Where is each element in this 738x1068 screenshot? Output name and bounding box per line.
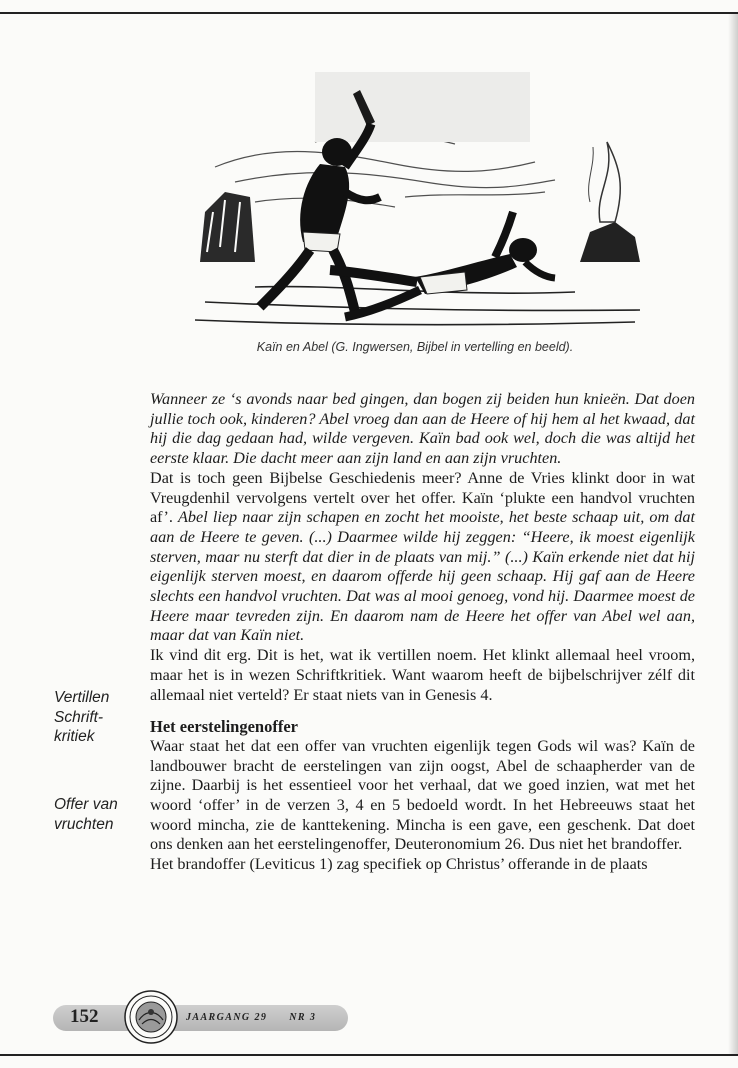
- quote-paragraph: Wanneer ze ‘s avonds naar bed gingen, dan bogen zij beiden hun knieën. Dat doen jullie toch ook, kinderen? Abel vroeg dan aan de Heere of hij hem al het kwaad, dat hij die dag gedaan had, wilde vergeven. Kaïn bad ook wel, doch die was altijd het eerste klaar. Die dacht meer aan zijn land en aan zijn vruchten.: [150, 390, 695, 468]
- margin-note-offer: [54, 795, 146, 834]
- margin-note-line: Vertillen: [54, 689, 110, 706]
- section-heading: Het eerstelingenoffer: [150, 717, 298, 737]
- quote-text-segment: Abel liep naar zijn schapen en zocht het mooiste, het beste schaap uit, om dat aan de Heere te geven. (...) Daarmee wilde hij zeggen: “Heere, ik moest eigenlijk sterven, maar nu sterft dat dier in de plaats van mij.” (...) Kaïn erkende niet dat hij eigenlijk sterven moest, en daarom offerde hij geen schaap. Hij gaf aan de Heere slechts een handvol vruchten. Dat was al mooi genoeg, vond hij. Daarmee moest de Heere maar tevreden zijn. En daarom nam de Heere het offer van Abel wel aan, maar dat van Kaïn niet.: [150, 508, 695, 645]
- illustration-caption: Kaïn en Abel (G. Ingwersen, Bijbel in vertelling en beeld).: [256, 340, 574, 354]
- footer-issue-info: [186, 1012, 316, 1023]
- illustration-kain-en-abel: [195, 72, 650, 334]
- body-paragraph: Waar staat het dat een offer van vruchten eigenlijk tegen Gods wil was? Kaïn de landbouwer bracht de eerstelingen van zijn oogst, Abel de schaapherder van de zijne. Daarbij is het essentieel voor het verhaal, dat we goed inzien, wat met het woord ‘offer’ in de verzen 3, 4 en 5 bedoeld wordt. In het Hebreeuws staat het woord mincha, zie de kanttekening. Mincha is een gave, een geschenk. Dat doet ons denken aan het eerstelingenoffer, Deuteronomium 26. Dus niet het brandoffer.: [150, 736, 695, 854]
- margin-note-vertillen: [54, 688, 146, 747]
- article-body: [150, 390, 695, 875]
- margin-note-line: kritiek: [54, 728, 95, 746]
- page-number: 152: [70, 1006, 99, 1027]
- page-edge-shadow: [728, 14, 738, 1054]
- body-paragraph: [150, 469, 695, 646]
- body-paragraph: Het brandoffer (Leviticus 1) zag specifiek op Christus’ offerande in de plaats: [150, 855, 648, 874]
- margin-note-line: vruchten: [54, 815, 114, 833]
- bottom-rule: [0, 1054, 738, 1056]
- footer-jaargang: JAARGANG 29: [186, 1012, 268, 1023]
- body-text-segment: Dat is toch geen Bijbelse Geschiedenis meer? Anne de Vries klinkt door in wat Vreugdenhil vervolgens vertelt over het offer. Kaïn ‘plukte een handvol vruchten af’.: [150, 468, 695, 527]
- footer-issue-number: NR 3: [289, 1012, 317, 1023]
- top-rule: [0, 12, 738, 14]
- body-paragraph: Ik vind dit erg. Dit is het, wat ik vertillen noem. Het klinkt allemaal heel vroom, maar het is in wezen Schriftkritiek. Want waarom heeft de bijbelschrijver zélf dit allemaal niet verteld? Er staat niets van in Genesis 4.: [150, 646, 695, 704]
- journal-seal-icon: [124, 990, 178, 1044]
- margin-note-line: Schrift-: [54, 708, 104, 726]
- margin-note-line: Offer van: [54, 796, 118, 813]
